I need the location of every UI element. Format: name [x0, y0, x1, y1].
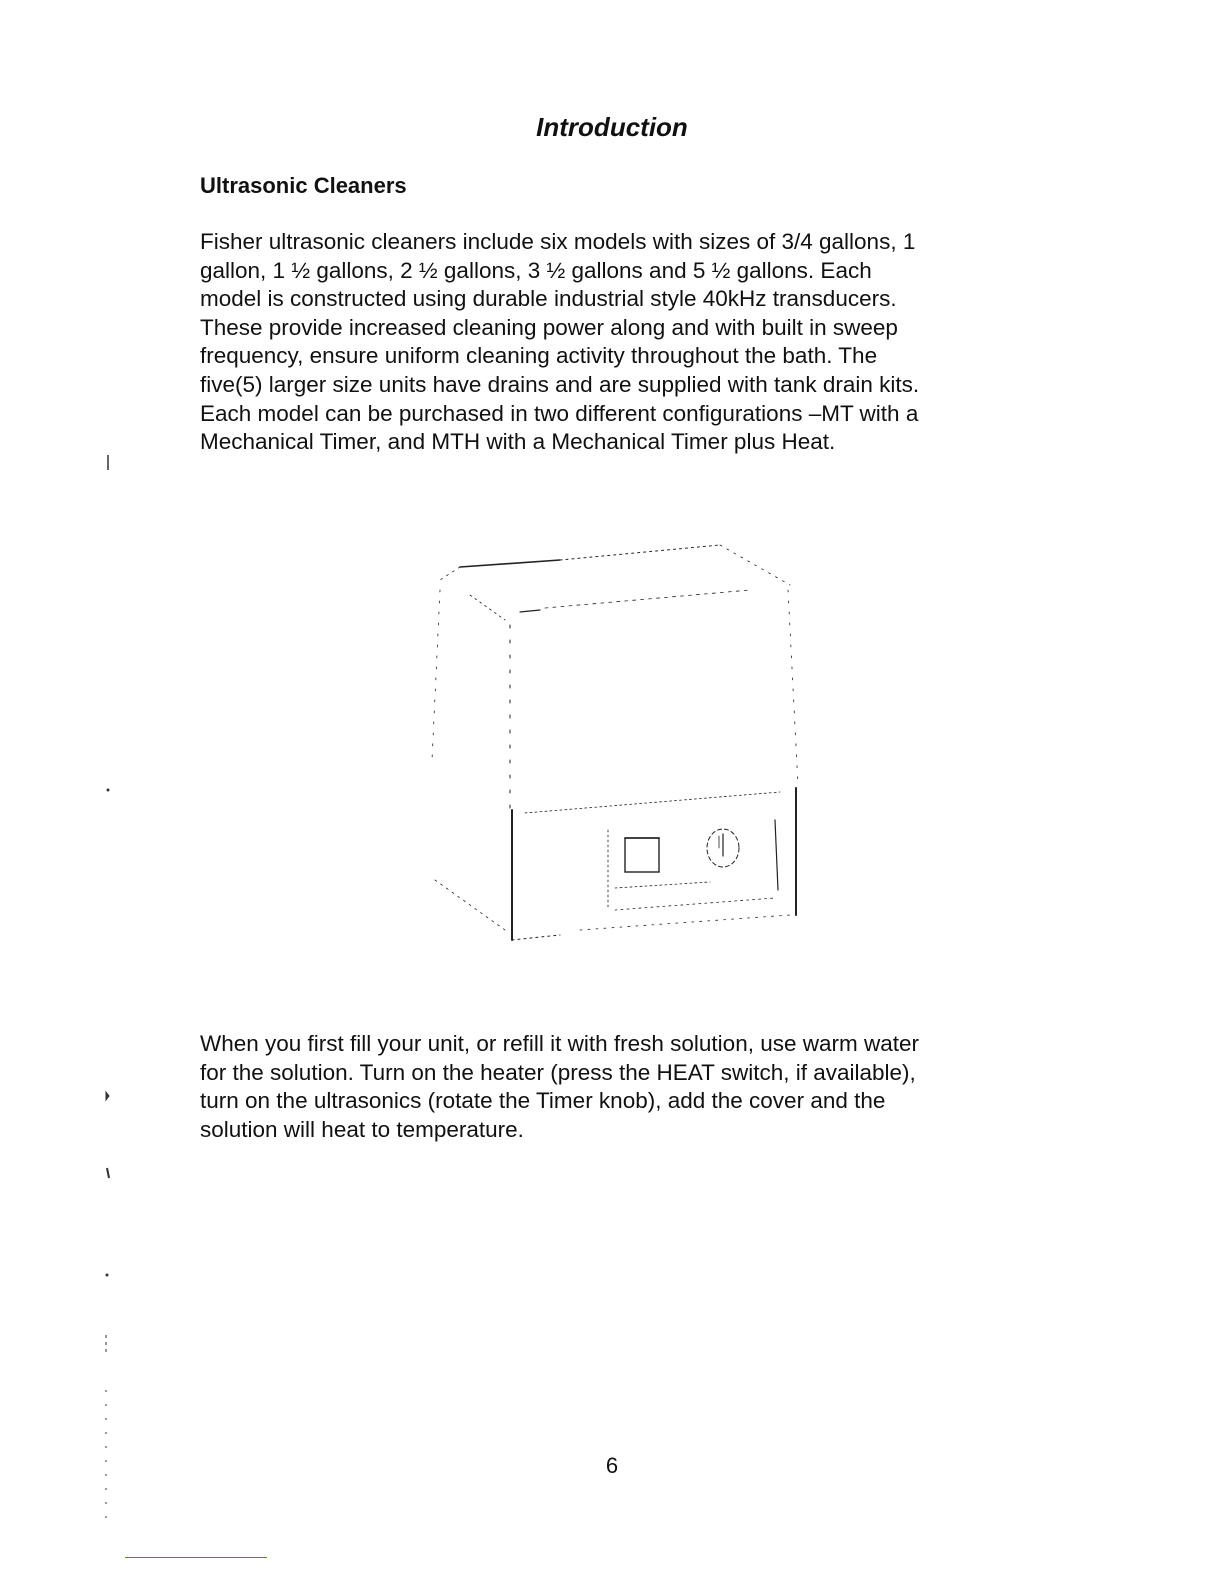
usage-paragraph: [200, 1030, 919, 1144]
section-heading: Ultrasonic Cleaners: [200, 173, 407, 198]
paragraph-line: gallon, 1 ½ gallons, 2 ½ gallons, 3 ½ gallons and 5 ½ gallons. Each: [200, 257, 872, 283]
paragraph-line: Fisher ultrasonic cleaners include six models with sizes of 3/4 gallons, 1: [200, 229, 916, 254]
paragraph-line: These provide increased cleaning power along and with built in sweep: [200, 314, 898, 340]
page-number: 6: [605, 1453, 619, 1478]
paragraph-line: turn on the ultrasonics (rotate the Timer knob), add the cover and the: [200, 1088, 886, 1114]
footer-divider: [125, 1557, 267, 1558]
paragraph-line: Each model can be purchased in two different configurations –MT with a: [200, 400, 919, 426]
paragraph-line: frequency, ensure uniform cleaning activity throughout the bath. The: [200, 343, 878, 369]
intro-paragraph: [200, 228, 919, 457]
paragraph-line: for the solution. Turn on the heater (press the HEAT switch, if available),: [200, 1059, 916, 1085]
scan-margin-marks: [95, 400, 125, 1530]
paragraph-line: Mechanical Timer, and MTH with a Mechanical Timer plus Heat.: [200, 429, 836, 455]
page-title: Introduction: [536, 112, 688, 142]
paragraph-line: When you first fill your unit, or refill it with fresh solution, use warm water: [200, 1031, 920, 1056]
ultrasonic-cleaner-illustration: [420, 530, 810, 960]
paragraph-line: solution will heat to temperature.: [200, 1116, 524, 1142]
paragraph-line: five(5) larger size units have drains and are supplied with tank drain kits.: [200, 371, 920, 397]
paragraph-line: model is constructed using durable industrial style 40kHz transducers.: [200, 286, 897, 312]
